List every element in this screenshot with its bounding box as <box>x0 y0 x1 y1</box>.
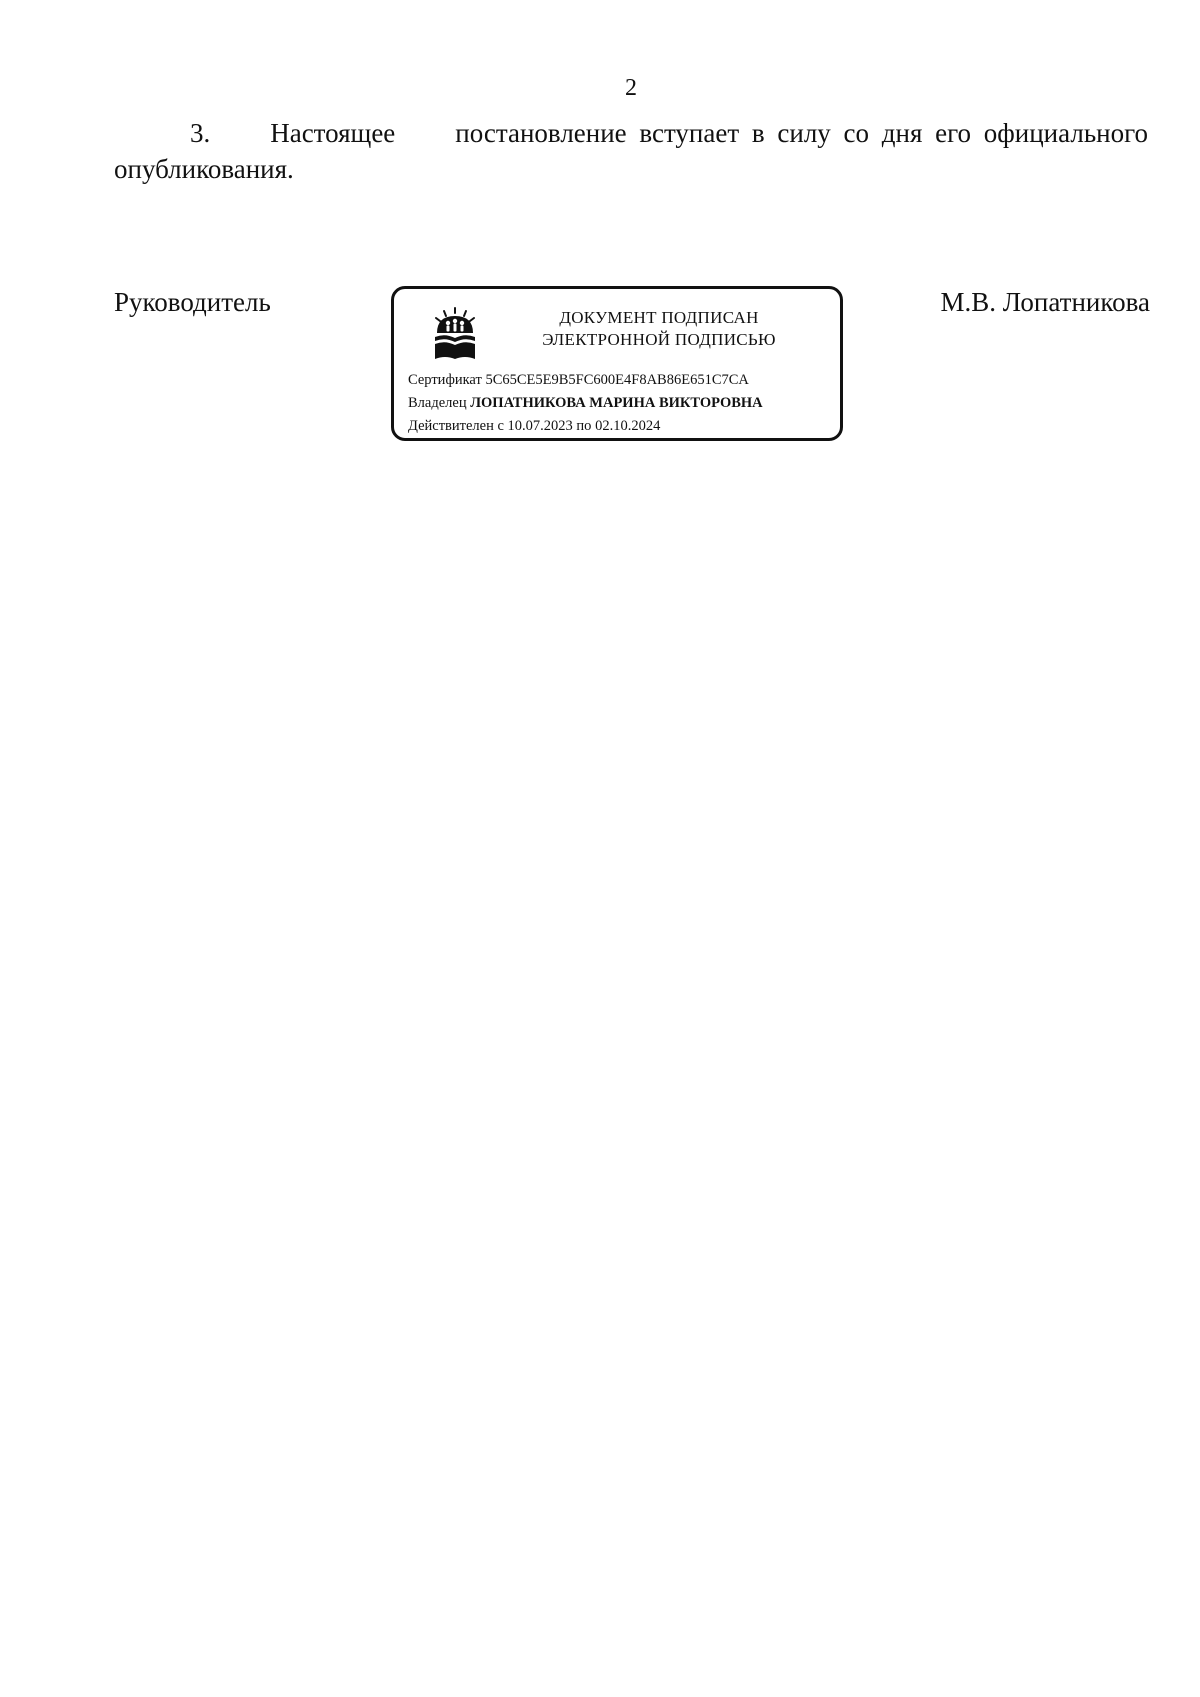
paragraph-word: Настоящее <box>270 118 396 148</box>
owner-row <box>408 392 830 415</box>
owner-label: Владелец <box>408 395 467 411</box>
owner-value: ЛОПАТНИКОВА МАРИНА ВИКТОРОВНА <box>470 395 763 411</box>
paragraph-number: 3. <box>190 118 211 148</box>
signer-title: Руководитель <box>114 287 271 317</box>
paragraph-line-2: опубликования. <box>114 154 294 184</box>
stamp-header <box>514 307 804 351</box>
valid-to-date: 02.10.2024 <box>595 418 661 434</box>
stamp-header-line-2: ЭЛЕКТРОННОЙ ПОДПИСЬЮ <box>542 330 776 349</box>
certificate-label: Сертификат <box>408 372 482 388</box>
certificate-value: 5C65CE5E9B5FC600E4F8AB86E651C7CA <box>485 372 749 388</box>
validity-row <box>408 415 830 438</box>
electronic-signature-stamp <box>391 286 843 441</box>
certificate-row <box>408 369 830 392</box>
stamp-details <box>408 369 830 438</box>
valid-from-date: 10.07.2023 <box>507 418 573 434</box>
valid-from-label: с <box>497 418 504 434</box>
valid-to-label: по <box>576 418 592 434</box>
coat-of-arms-icon <box>432 307 478 361</box>
paragraph-line-1 <box>114 115 1148 151</box>
paragraph-text: постановление вступает в силу со дня его официального <box>455 118 1148 148</box>
signer-name: М.В. Лопатникова <box>940 287 1150 317</box>
page-number: 2 <box>625 75 637 101</box>
stamp-header-line-1: ДОКУМЕНТ ПОДПИСАН <box>559 308 759 327</box>
valid-label: Действителен <box>408 418 494 434</box>
paragraph-3 <box>114 115 1148 187</box>
